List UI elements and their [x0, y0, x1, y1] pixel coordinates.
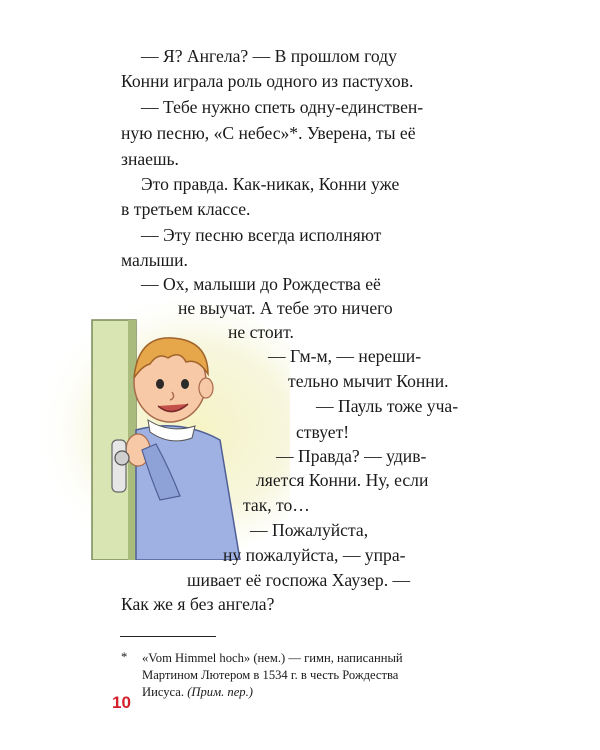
text-line-20: — Пожалуйста,: [250, 520, 369, 540]
door-plate: [112, 440, 126, 492]
footnote-mark: *: [121, 650, 128, 664]
footnote-line-2: Мартином Лютером в 1534 г. в честь Рождества: [142, 668, 399, 682]
translator-note: (Прим. пер.): [187, 685, 253, 699]
text-line-14: тельно мычит Конни.: [288, 371, 449, 391]
text-line-21: ну пожалуйста, — упра-: [223, 545, 406, 565]
text-line-2: Конни играла роль одного из пастухов.: [121, 71, 414, 91]
text-line-22: шивает её госпожа Хаузер. —: [187, 570, 411, 590]
footnote-rule: [120, 636, 216, 637]
text-line-10: — Ох, малыши до Рождества её: [141, 274, 381, 294]
text-line-16: ствует!: [296, 422, 350, 442]
text-line-8: — Эту песню всегда исполняют: [141, 225, 382, 245]
right-eye: [181, 379, 189, 389]
text-line-7: в третьем классе.: [121, 199, 251, 219]
ear: [199, 378, 213, 398]
text-line-18: ляется Конни. Ну, если: [256, 470, 429, 490]
text-line-23: Как же я без ангела?: [121, 594, 275, 614]
text-line-6: Это правда. Как-никак, Конни уже: [141, 174, 400, 194]
text-line-19: так, то…: [243, 495, 310, 515]
door-knob: [115, 451, 129, 465]
text-line-11: не выучат. А тебе это ничего: [178, 298, 393, 318]
footnote-line-1: «Vom Himmel hoch» (нем.) — гимн, написанный: [142, 651, 403, 665]
text-line-1: — Я? Ангела? — В прошлом году: [141, 46, 397, 66]
text-line-17: — Правда? — удив-: [276, 446, 427, 466]
text-line-13: — Гм-м, — нереши-: [268, 346, 422, 366]
left-eye: [156, 379, 164, 389]
footnote-line-3: [142, 684, 253, 700]
text-line-5: знаешь.: [121, 149, 179, 169]
text-line-3: — Тебе нужно спеть одну-единствен-: [141, 97, 424, 117]
page-number: 10: [112, 693, 131, 712]
text-line-4: ную песню, «С небес»*. Уверена, ты её: [121, 123, 416, 143]
text-line-12: не стоит.: [228, 322, 294, 342]
footnote-line-3-text: Иисуса.: [142, 685, 185, 699]
text-line-15: — Пауль тоже уча-: [316, 396, 459, 416]
text-line-9: малыши.: [121, 250, 188, 270]
